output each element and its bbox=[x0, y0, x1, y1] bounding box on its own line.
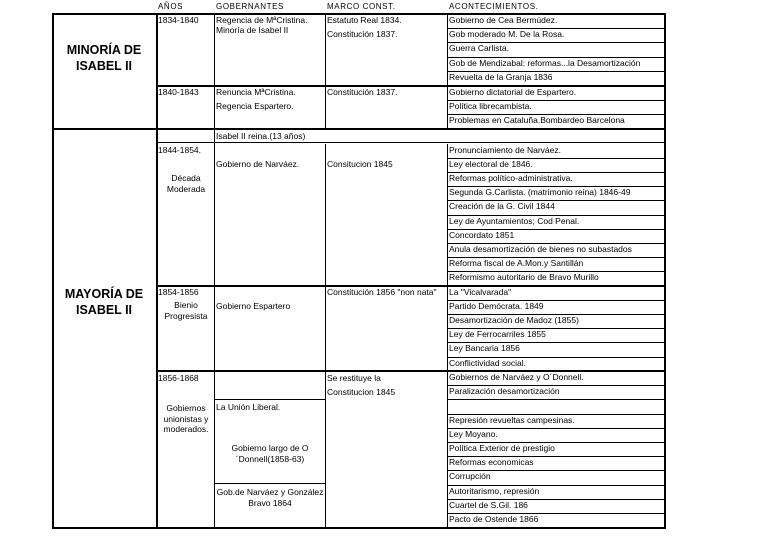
event-item: Concordato 1851 bbox=[449, 229, 515, 240]
event-item: Creación de la G. Civil 1844 bbox=[449, 201, 555, 212]
unionist-ruler-1: La Unión Liberal. bbox=[216, 402, 281, 412]
moderate-years: 1844-1854. bbox=[158, 145, 202, 155]
progressive-years: 1854-1856 bbox=[158, 287, 199, 297]
event-item: Ley Moyano. bbox=[449, 428, 498, 439]
minority-p1-years: 1834-1840 bbox=[158, 15, 199, 25]
event-item: Política librecambista. bbox=[449, 101, 532, 112]
event-item: Segunda G.Carlista. (matrimonio reina) 1846-49 bbox=[449, 187, 631, 198]
progressive-name: Bienio Progresista bbox=[164, 300, 208, 321]
event-item: Gob de Mendizabal: reformas...la Desamortización bbox=[449, 57, 641, 68]
section-majority: MAYORÍA DE ISABEL II bbox=[64, 287, 144, 317]
event-row-divider bbox=[447, 399, 665, 400]
event-item: Reformas economicas bbox=[449, 457, 534, 468]
event-item: Anula desamortización de bienes no subastados bbox=[449, 243, 632, 254]
header-events: ACONTECIMIENTOS. bbox=[449, 2, 539, 11]
col-divider-2b bbox=[214, 144, 215, 529]
col-divider-3a bbox=[325, 13, 326, 128]
minority-p2-ruler-2: Regencia Espartero. bbox=[216, 101, 294, 111]
event-item: Problemas en Cataluña.Bombardeo Barcelona bbox=[449, 115, 625, 126]
unionist-framework-2: Constitucion 1845 bbox=[327, 387, 396, 397]
event-item: Ley de Ferrocarriles 1855 bbox=[449, 329, 546, 340]
minority-p1-ruler-1: Regencia de MªCristina. bbox=[216, 15, 308, 25]
event-item: Cuartel de S.Gil. 186 bbox=[449, 499, 528, 510]
unionist-name: Gobiernos unionistas y moderados. bbox=[163, 403, 209, 434]
event-item: La "Vicalvarada" bbox=[449, 287, 512, 297]
event-item: Corrupción bbox=[449, 471, 491, 482]
moderate-framework: Consitucion 1845 bbox=[327, 159, 393, 169]
event-item: Reforma fiscal de A.Mon.y Santillán bbox=[449, 257, 584, 268]
progressive-framework: Constitución 1856 "non nata" bbox=[327, 287, 437, 297]
progressive-ruler: Gobierno Espartero bbox=[216, 301, 291, 311]
event-item: Conflictividad social. bbox=[449, 357, 527, 368]
event-item: Gob moderado M. De la Rosa. bbox=[449, 29, 565, 40]
header-rulers: GOBERNANTES bbox=[216, 2, 284, 11]
minority-p1-framework-1: Estatuto Real 1834. bbox=[327, 15, 402, 25]
table-left-border bbox=[52, 13, 54, 529]
event-item: Desamortización de Madoz (1855) bbox=[449, 315, 579, 326]
unionist-ruler-3: Gob.de Narváez y González Bravo 1864 bbox=[216, 487, 324, 508]
moderate-ruler: Gobierno de Narváez. bbox=[216, 159, 300, 169]
col-divider-3b bbox=[325, 144, 326, 529]
minority-p1-ruler-2: Minoría de Isabel II bbox=[216, 25, 289, 35]
event-item: Gobiernos de Narváez y O´Donnell. bbox=[449, 372, 584, 382]
event-item: Autoritarismo, represión bbox=[449, 485, 540, 496]
table-bottom-border bbox=[52, 527, 666, 529]
minority-p2-framework: Constitución 1837. bbox=[327, 87, 398, 97]
minority-p1-framework-2: Constitución 1837. bbox=[327, 29, 398, 39]
banner-divider bbox=[156, 142, 666, 143]
event-item: Paralización desamortización bbox=[449, 386, 560, 397]
header-years: AÑOS bbox=[158, 2, 184, 11]
event-item: Reformismo autoritario de Bravo Murillo bbox=[449, 271, 599, 282]
event-item: Ley Bancaria 1856 bbox=[449, 343, 520, 354]
event-item: Ley de Ayuntamientos; Cod Penal. bbox=[449, 215, 580, 226]
event-item: Partido Demócrata. 1849 bbox=[449, 301, 544, 312]
minority-p2-years: 1840-1843 bbox=[158, 87, 199, 97]
section-minority: MINORÍA DE ISABEL II bbox=[66, 43, 142, 73]
minority-p2-ruler-1: Renuncia MªCristina. bbox=[216, 87, 296, 97]
event-item: Guerra Carlista. bbox=[449, 43, 509, 54]
unionist-framework-1: Se restituye la bbox=[327, 373, 381, 383]
moderate-name: Década Moderada bbox=[166, 173, 206, 194]
event-item: Gobierno dictatorial de Espartero. bbox=[449, 87, 577, 97]
event-item: Revuelta de la Granja 1836 bbox=[449, 71, 553, 82]
event-item: Reformas político-administrativa. bbox=[449, 173, 573, 184]
queen-banner: Isabel II reina.(13 años) bbox=[216, 131, 306, 141]
event-item: Ley electoral de 1846. bbox=[449, 159, 533, 170]
unionist-years: 1856-1868 bbox=[158, 373, 199, 383]
event-item: Pacto de Ostende 1866 bbox=[449, 514, 539, 524]
unionist-ruler-2: Gobierno largo de O ´Donnell(1858-63) bbox=[231, 443, 309, 464]
section-divider bbox=[52, 128, 666, 130]
unionist-ruler-divider-1 bbox=[214, 399, 325, 400]
event-item: Represión revueltas campesinas. bbox=[449, 414, 575, 425]
event-item: Pronunciamiento de Narváez. bbox=[449, 145, 561, 155]
header-framework: MARCO CONST. bbox=[327, 2, 396, 11]
unionist-ruler-divider-2 bbox=[214, 483, 325, 484]
event-item: Gobierno de Cea Bermúdez. bbox=[449, 15, 558, 25]
event-item: Política Exterior de prestigio bbox=[449, 443, 555, 453]
